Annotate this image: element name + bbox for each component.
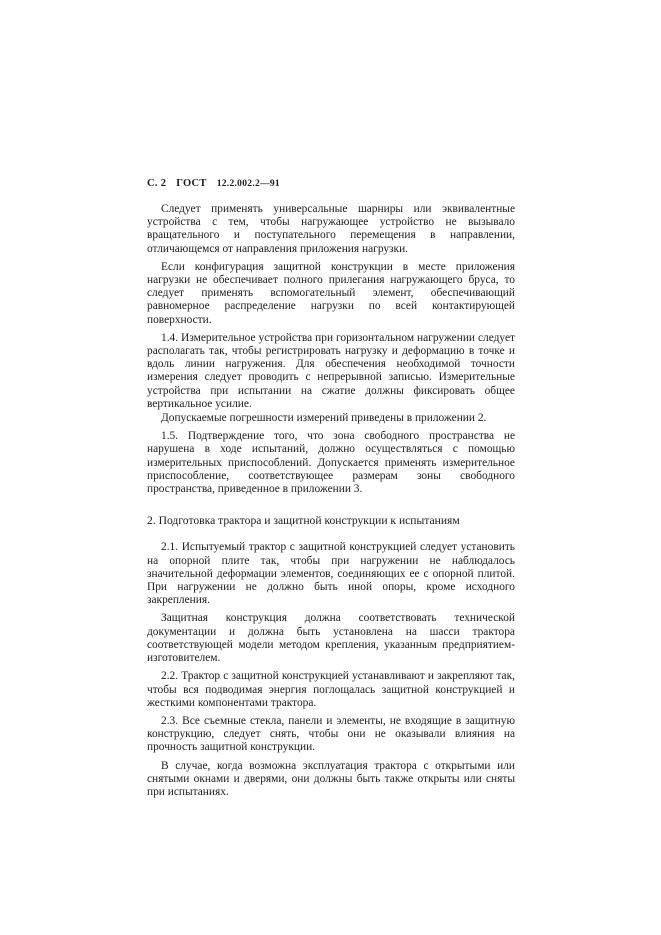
standard-number: 12.2.002.2—91 bbox=[216, 179, 280, 189]
section-heading: 2. Подготовка трактора и защитной конструкции к испытаниям bbox=[147, 514, 460, 528]
paragraph: 2.2. Трактор с защитной конструкцией устанавливают и закрепляют так, чтобы вся подводимая энергия поглощалась защитной конструкцией и жесткими компонентами трактора. bbox=[147, 670, 515, 709]
paragraph: 2.3. Все съемные стекла, панели и элементы, не входящие в защитную конструкцию, следует снять, чтобы они не оказывали влияния на прочность защитной конструкции. bbox=[147, 714, 515, 754]
paragraph: 2.1. Испытуемый трактор с защитной конструкцией следует установить на опорной плите так, чтобы при нагружении не наблюдалось значительной деформации элементов, соединяющих ее с опорной плитой. При нагружении не должно быть иной опоры, кроме исходного закрепления. bbox=[147, 541, 515, 607]
paragraph: 1.5. Подтверждение того, что зона свободного пространства не нарушена в ходе испытаний, должно осуществляться с помощью измерительных приспособлений. Допускается применять измерительное приспособление, соответствующее размерам зоны свободного пространства, приведенное в приложении 3. bbox=[147, 430, 515, 496]
paragraph: Если конфигурация защитной конструкции в месте приложения нагрузки не обеспечивает полного прилегания нагружающего бруса, то следует применять вспомогательный элемент, обеспечивающий равномерное распределение нагрузки по всей контактирующей поверхности. bbox=[147, 260, 515, 326]
gost-label: ГОСТ bbox=[176, 178, 207, 189]
body-text bbox=[147, 203, 515, 804]
page-number: С. 2 bbox=[147, 178, 167, 189]
paragraph: Следует применять универсальные шарниры или эквивалентные устройства с тем, чтобы нагружающее устройство не вызывало вращательного и поступательного перемещения в направлении, отличающемся от направления приложения нагрузки. bbox=[147, 203, 515, 255]
page-header bbox=[147, 178, 280, 189]
paragraph: В случае, когда возможна эксплуатация трактора с открытыми или снятыми окнами и дверями, они должны быть также открыты или сняты при испытаниях. bbox=[147, 759, 515, 798]
paragraph: 1.4. Измерительное устройства при горизонтальном нагружении следует располагать так, чтобы регистрировать нагрузку и деформацию в точке и вдоль линии нагружения. Для обеспечения необходимой точности измерения следует проводить с непрерывной записью. Измерительные устройства при испытании на сжатие должны фиксировать общее вертикальное усилие. bbox=[147, 331, 515, 410]
paragraph: Допускаемые погрешности измерений приведены в приложении 2. bbox=[161, 412, 487, 425]
paragraph: Защитная конструкция должна соответствовать технической документации и должна быть установлена на шасси трактора соответствующей модели методом крепления, указанным предприятием-изготовителем. bbox=[147, 612, 515, 665]
